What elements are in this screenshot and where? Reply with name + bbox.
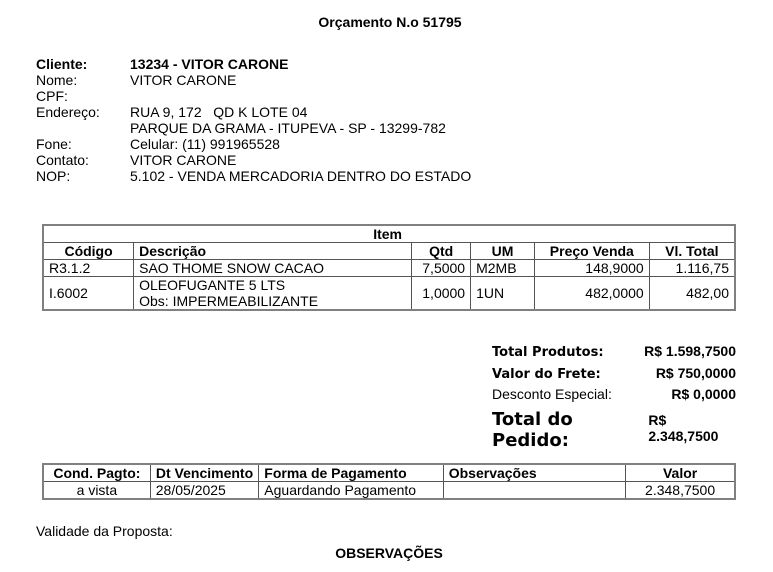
valor-frete-value: R$ 750,0000 bbox=[655, 364, 736, 381]
col-header-forma-pagamento: Forma de Pagamento bbox=[259, 464, 443, 482]
items-section-header-row bbox=[43, 225, 735, 243]
col-header-qtd: Qtd bbox=[412, 243, 471, 260]
client-row-contato bbox=[36, 152, 471, 168]
client-row-cliente bbox=[36, 56, 471, 72]
table-row bbox=[43, 277, 735, 311]
nome-value: VITOR CARONE bbox=[130, 72, 237, 88]
col-header-observacoes: Observações bbox=[443, 464, 625, 482]
item-preco: 148,9000 bbox=[534, 260, 649, 277]
endereco-label-blank bbox=[36, 120, 130, 136]
document-title: Orçamento N.o 51795 bbox=[318, 14, 462, 30]
item-descricao: SAO THOME SNOW CACAO bbox=[134, 260, 412, 277]
validade-proposta-label: Validade da Proposta: bbox=[36, 523, 173, 539]
item-total: 482,00 bbox=[649, 277, 735, 311]
payment-header-row bbox=[43, 464, 735, 482]
payment-vencimento: 28/05/2025 bbox=[150, 482, 259, 500]
client-info bbox=[36, 56, 471, 184]
payment-obs bbox=[443, 482, 625, 500]
col-header-valor: Valor bbox=[626, 464, 735, 482]
endereco-label: Endereço: bbox=[36, 104, 100, 120]
client-row-nome bbox=[36, 72, 471, 88]
fone-label: Fone: bbox=[36, 136, 72, 152]
col-header-dt-vencimento: Dt Vencimento bbox=[150, 464, 259, 482]
total-pedido-value: R$ 2.348,7500 bbox=[648, 411, 719, 444]
total-pedido-row bbox=[492, 408, 736, 451]
table-row bbox=[43, 482, 735, 500]
client-row-endereco-2 bbox=[36, 120, 471, 136]
payment-valor: 2.348,7500 bbox=[626, 482, 735, 500]
item-codigo: I.6002 bbox=[43, 277, 134, 311]
col-header-vl-total: Vl. Total bbox=[649, 243, 735, 260]
total-produtos-value: R$ 1.598,7500 bbox=[644, 343, 736, 359]
item-descricao: OLEOFUGANTE 5 LTS bbox=[139, 277, 286, 293]
payment-cond: a vista bbox=[43, 482, 150, 500]
contato-value: VITOR CARONE bbox=[130, 152, 237, 168]
endereco-value-line2: PARQUE DA GRAMA - ITUPEVA - SP - 13299-782 bbox=[130, 120, 446, 136]
col-header-codigo: Código bbox=[43, 243, 134, 260]
col-header-descricao: Descrição bbox=[134, 243, 412, 260]
observacoes-title: OBSERVAÇÕES bbox=[335, 545, 443, 561]
desconto-row bbox=[492, 386, 736, 408]
payment-forma: Aguardando Pagamento bbox=[259, 482, 443, 500]
desconto-value: R$ 0,0000 bbox=[671, 386, 736, 402]
item-preco: 482,0000 bbox=[534, 277, 649, 311]
client-label: Cliente: bbox=[36, 56, 88, 72]
item-qtd: 7,5000 bbox=[412, 260, 471, 277]
client-row-fone bbox=[36, 136, 471, 152]
nop-label: NOP: bbox=[36, 168, 71, 184]
item-um: 1UN bbox=[471, 277, 535, 311]
payment-table bbox=[42, 463, 736, 500]
col-header-um: UM bbox=[471, 243, 535, 260]
item-um: M2MB bbox=[471, 260, 535, 277]
client-value: 13234 - VITOR CARONE bbox=[130, 56, 289, 72]
valor-frete-row bbox=[492, 365, 736, 387]
client-row-nop bbox=[36, 168, 471, 184]
fone-value: Celular: (11) 991965528 bbox=[130, 136, 280, 152]
client-row-cpf bbox=[36, 88, 471, 104]
desconto-label: Desconto Especial: bbox=[492, 386, 612, 402]
item-descricao-cell bbox=[134, 277, 412, 311]
nop-value: 5.102 - VENDA MERCADORIA DENTRO DO ESTADO bbox=[130, 168, 472, 184]
items-table bbox=[42, 224, 736, 311]
totals-block bbox=[492, 343, 736, 451]
table-row bbox=[43, 260, 735, 277]
nome-label: Nome: bbox=[36, 72, 78, 88]
col-header-preco-venda: Preço Venda bbox=[534, 243, 649, 260]
endereco-value-line1: RUA 9, 172 QD K LOTE 04 bbox=[130, 104, 308, 120]
items-section-header: Item bbox=[43, 225, 735, 243]
cpf-label: CPF: bbox=[36, 88, 68, 104]
valor-frete-label: Valor do Frete: bbox=[492, 366, 601, 382]
col-header-cond-pagto: Cond. Pagto: bbox=[43, 464, 150, 482]
client-row-endereco bbox=[36, 104, 471, 120]
total-produtos-label: Total Produtos: bbox=[492, 345, 604, 360]
total-pedido-label: Total do Pedido: bbox=[492, 408, 573, 451]
item-qtd: 1,0000 bbox=[412, 277, 471, 311]
total-produtos-row bbox=[492, 343, 736, 365]
items-header-row bbox=[43, 243, 735, 260]
contato-label: Contato: bbox=[36, 152, 89, 168]
item-codigo: R3.1.2 bbox=[43, 260, 134, 277]
item-total: 1.116,75 bbox=[649, 260, 735, 277]
item-obs: Obs: IMPERMEABILIZANTE bbox=[139, 293, 319, 309]
